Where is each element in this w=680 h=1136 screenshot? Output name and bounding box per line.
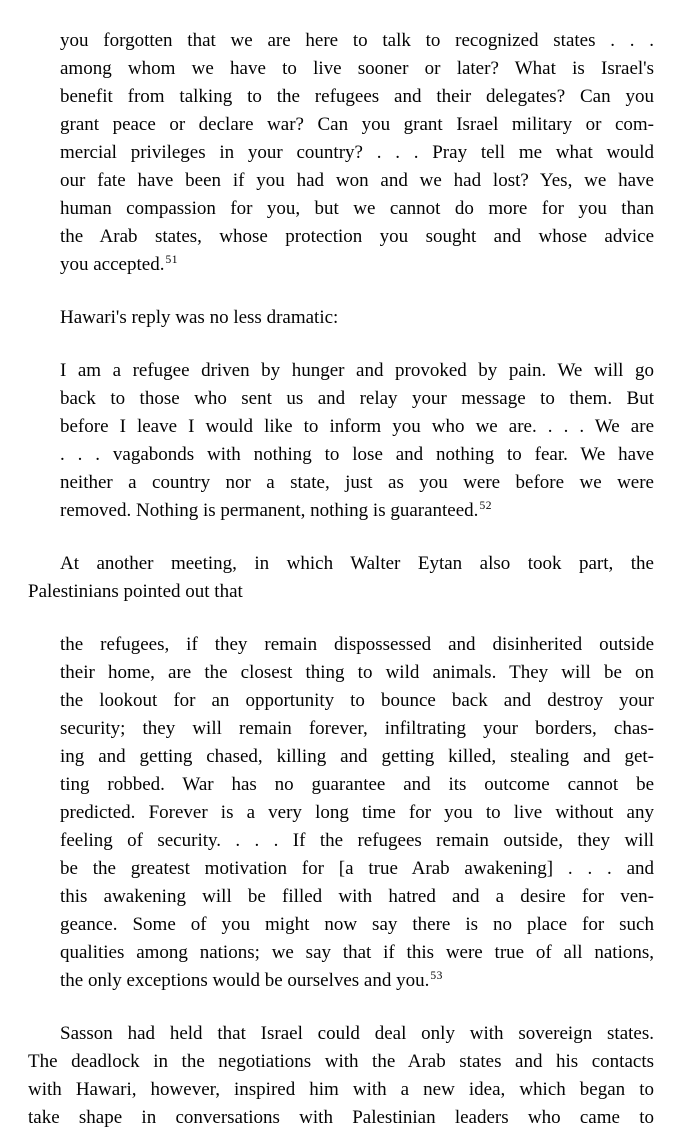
paragraph-line: Hawari's reply was no less dramatic: [60, 307, 339, 328]
paragraph-hawari-reply [28, 304, 654, 332]
quote-line: security; they will remain forever, infiltrating your borders, chas- [60, 718, 654, 739]
footnote-marker-51: 51 [165, 254, 178, 266]
quote-line: among whom we have to live sooner or later? What is Israel's [60, 58, 654, 79]
quote-line: the lookout for an opportunity to bounce back and destroy your [60, 690, 654, 711]
paragraph-line: Palestinians pointed out that [28, 581, 243, 602]
quote-line-text: the only exceptions would be ourselves and you. [60, 970, 430, 991]
quote-line [60, 967, 654, 995]
quote-line: you forgotten that we are here to talk to recognized states . . . [60, 30, 654, 51]
quote-line: this awakening will be filled with hatred and a desire for ven- [60, 886, 654, 907]
quote-line: qualities among nations; we say that if this were true of all nations, [60, 942, 654, 963]
quote-line: the refugees, if they remain dispossessed and disinherited outside [60, 634, 654, 655]
footnote-marker-52: 52 [479, 500, 492, 512]
paragraph-another-meeting [28, 550, 654, 606]
paragraph-sasson [28, 1020, 654, 1132]
quote-line: neither a country nor a state, just as you were before we were [60, 472, 654, 493]
block-quote-1 [60, 27, 654, 279]
quote-line [60, 251, 654, 279]
quote-line: I am a refugee driven by hunger and provoked by pain. We will go [60, 360, 654, 381]
quote-line: human compassion for you, but we cannot do more for you than [60, 198, 654, 219]
quote-line-text: you accepted. [60, 254, 165, 275]
block-quote-2 [60, 357, 654, 525]
paragraph-line: take shape in conversations with Palestinian leaders who came to [28, 1107, 654, 1128]
quote-line: the Arab states, whose protection you sought and whose advice [60, 226, 654, 247]
quote-line: feeling of security. . . . If the refugees remain outside, they will [60, 830, 654, 851]
quote-line: be the greatest motivation for [a true Arab awakening] . . . and [60, 858, 654, 879]
paragraph-line: with Hawari, however, inspired him with a new idea, which began to [28, 1079, 654, 1100]
quote-line: . . . vagabonds with nothing to lose and nothing to fear. We have [60, 444, 654, 465]
quote-line [60, 497, 654, 525]
paragraph-line: Sasson had held that Israel could deal only with sovereign states. [60, 1023, 654, 1044]
quote-line: our fate have been if you had won and we had lost? Yes, we have [60, 170, 654, 191]
quote-line-text: removed. Nothing is permanent, nothing is guaranteed. [60, 500, 479, 521]
quote-line: predicted. Forever is a very long time for you to live without any [60, 802, 654, 823]
quote-line: mercial privileges in your country? . . . Pray tell me what would [60, 142, 654, 163]
block-quote-3 [60, 631, 654, 995]
paragraph-line: The deadlock in the negotiations with the Arab states and his contacts [28, 1051, 654, 1072]
paragraph-line: At another meeting, in which Walter Eytan also took part, the [60, 553, 654, 574]
quote-line: geance. Some of you might now say there is no place for such [60, 914, 654, 935]
quote-line: benefit from talking to the refugees and their delegates? Can you [60, 86, 654, 107]
quote-line: grant peace or declare war? Can you grant Israel military or com- [60, 114, 654, 135]
quote-line: ing and getting chased, killing and getting killed, stealing and get- [60, 746, 654, 767]
footnote-marker-53: 53 [430, 970, 443, 982]
quote-line: before I leave I would like to inform you who we are. . . . We are [60, 416, 654, 437]
quote-line: their home, are the closest thing to wild animals. They will be on [60, 662, 654, 683]
quote-line: back to those who sent us and relay your message to them. But [60, 388, 654, 409]
quote-line: ting robbed. War has no guarantee and its outcome cannot be [60, 774, 654, 795]
